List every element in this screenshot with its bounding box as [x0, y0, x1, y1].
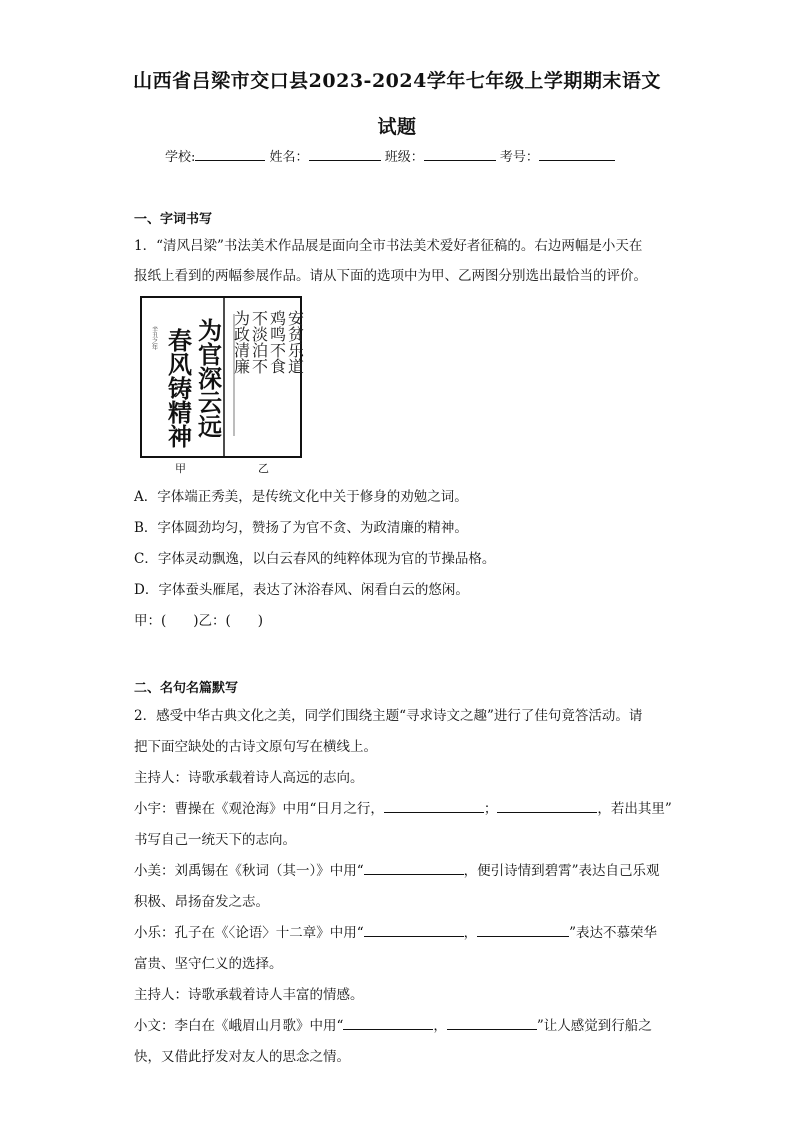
question-text: 把下面空缺处的古诗文原句写在横线上。: [134, 739, 377, 755]
exam-no-label: 考号：: [499, 150, 539, 165]
section-heading: 一、字词书写: [134, 212, 213, 227]
calligraphy-figure: [140, 296, 305, 458]
fill-blank[interactable]: [364, 923, 464, 937]
option-c[interactable]: C．字体灵动飘逸，以白云春风的纯粹体现为官的节操品格。: [134, 551, 496, 567]
xiaoyu-line: [134, 797, 672, 817]
xiaole-text: ”表达不慕荣华: [569, 925, 658, 941]
jia-calligraphy-col2: 春风铸精神: [163, 328, 193, 448]
yi-seal-col3: 不淡泊不: [249, 310, 269, 374]
xiaomei-line: [134, 859, 660, 879]
school-label: 学校:: [165, 150, 196, 165]
question-text: 报纸上看到的两幅参展作品。请从下面的选项中为甲、乙两图分别选出最恰当的评价。: [134, 268, 647, 284]
student-info-row: [165, 146, 615, 165]
question-text: 快，又借此抒发对友人的思念之情。: [134, 1049, 350, 1065]
option-a[interactable]: A．字体端正秀美，是传统文化中关于修身的劝勉之词。: [134, 489, 468, 505]
fill-blank[interactable]: [364, 861, 464, 875]
xiaoyu-text: ；: [483, 801, 498, 817]
jia-calligraphy-col1: 为官深云远: [193, 318, 223, 438]
class-label: 班级：: [384, 150, 424, 165]
question-text: 1．“清风吕梁”书法美术作品展是面向全市书法美术爱好者征稿的。右边两幅是小天在: [134, 238, 643, 254]
xiaomei-text: 小美：刘禹锡在《秋词（其一）》中用“: [134, 863, 364, 879]
xiaomei-text: ，便引诗情到碧霄”表达自己乐观: [463, 863, 660, 879]
xiaole-text: ，: [463, 925, 478, 941]
question-text: 富贵、坚守仁义的选择。: [134, 956, 283, 972]
xiaole-line: [134, 921, 657, 941]
xiaowen-line: [134, 1014, 652, 1034]
option-b[interactable]: B．字体圆劲均匀，赞扬了为官不贪、为政清廉的精神。: [134, 520, 468, 536]
host-line: 主持人：诗歌承载着诗人高远的志向。: [134, 770, 364, 786]
question-text: 积极、昂扬奋发之志。: [134, 894, 269, 910]
exam-no-blank[interactable]: [539, 148, 615, 161]
name-label: 姓名：: [269, 150, 309, 165]
question-text: 2．感受中华古典文化之美，同学们围绕主题“寻求诗文之趣”进行了佳句竟答活动。请: [134, 708, 643, 724]
section-heading: 二、名句名篇默写: [134, 681, 239, 696]
answer-line[interactable]: 甲：( )乙：( ): [134, 613, 264, 629]
school-blank[interactable]: [195, 148, 265, 161]
xiaoyu-text: 小宇：曹操在《观沧海》中用“日月之行，: [134, 801, 384, 817]
fill-blank[interactable]: [477, 923, 569, 937]
page-title-continued: 试题: [377, 116, 417, 138]
xiaowen-text: ”让人感觉到行船之: [536, 1018, 652, 1034]
yi-seal-col4: 为政清廉: [231, 310, 251, 374]
xiaoyu-text: ，若出其里”: [597, 801, 672, 817]
yi-seal-col1: 安贫乐道: [285, 310, 305, 374]
jia-signature: 辛丑之年: [150, 326, 158, 350]
yi-seal-col2: 鸡鸣不食: [267, 310, 287, 374]
xiaowen-text: 小文：李白在《峨眉山月歌》中用“: [134, 1018, 344, 1034]
xiaowen-text: ，: [433, 1018, 447, 1034]
question-text: 书写自己一统天下的志向。: [134, 832, 296, 848]
fill-blank[interactable]: [343, 1016, 433, 1030]
page-title: 山西省吕梁市交口县2023-2024学年七年级上学期期末语文: [133, 70, 661, 92]
host-line: 主持人：诗歌承载着诗人丰富的情感。: [134, 987, 364, 1003]
class-blank[interactable]: [424, 148, 496, 161]
figure-caption-jia: 甲: [175, 462, 186, 475]
fill-blank[interactable]: [497, 799, 597, 813]
figure-caption-yi: 乙: [258, 462, 269, 475]
fill-blank[interactable]: [447, 1016, 537, 1030]
option-d[interactable]: D．字体蚕头雁尾，表达了沐浴春风、闲看白云的悠闲。: [134, 582, 469, 598]
name-blank[interactable]: [309, 148, 381, 161]
xiaole-text: 小乐：孔子在《〈论语〉十二章》中用“: [134, 925, 364, 941]
fill-blank[interactable]: [384, 799, 484, 813]
